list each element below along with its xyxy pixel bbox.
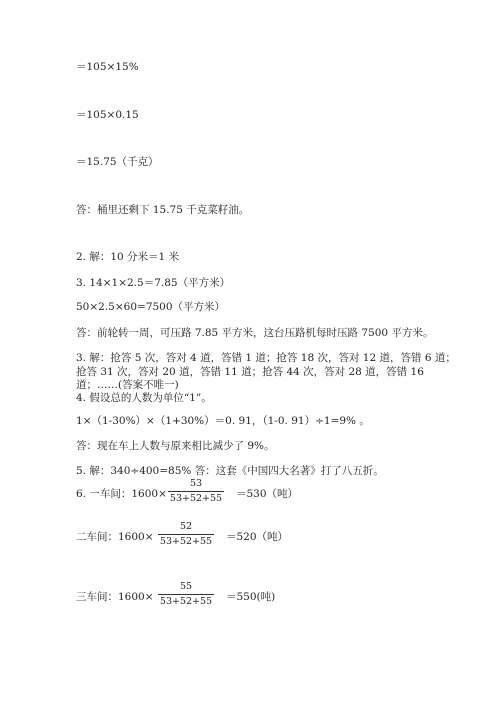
answer-line-1: 答：桶里还剩下 15.75 千克菜籽油。 [76,204,250,216]
workshop-1-prefix: 6. 一车间：1600× [76,488,167,500]
fraction-bar [158,594,214,595]
fraction-numerator: 53 [189,478,203,489]
workshop-2-prefix: 二车间：1600× [76,531,154,543]
calc-line-2: ＝105×0.15 [76,109,139,121]
problem-3-line-1: 3. 14×1×2.5＝7.85（平方米） [76,277,231,289]
workshop-1-fraction [168,478,224,505]
problem-4-line-2: 1×（1-30%）×（1+30%）＝0. 91，（1-0. 91）÷1=9% 。 [76,415,370,427]
workshop-1-result: ＝530（吨） [236,488,299,500]
problem-3b-line-2: 抢答 31 次，答对 20 道，答错 11 道；抢答 44 次，答对 28 道，答错 16 [76,366,424,378]
workshop-3-prefix: 三车间：1600× [76,591,154,603]
fraction-denominator: 53+52+55 [169,493,223,504]
fraction-bar [168,491,224,492]
fraction-bar [158,534,214,535]
problem-2-line: 2. 解：10 分米＝1 米 [76,251,180,263]
answer-line-3: 答：前轮转一周，可压路 7.85 平方米，这台压路机每时压路 7500 平方米。 [76,327,434,339]
problem-5-line: 5. 解：340÷400=85% 答：这套《中国四大名著》打了八五折。 [76,465,384,477]
workshop-2-fraction [158,521,214,548]
answer-line-4: 答：现在车上人数与原来相比减少了 9%。 [76,440,275,452]
workshop-3-fraction [158,581,214,608]
fraction-denominator: 53+52+55 [159,596,213,607]
problem-3b-line-3: 道；……(答案不唯一) [76,379,179,391]
fraction-denominator: 53+52+55 [159,536,213,547]
workshop-2-result: ＝520（吨） [226,531,289,543]
problem-4-line-1: 4. 假设总的人数为单位“1”。 [76,392,212,404]
fraction-numerator: 55 [179,581,193,592]
fraction-numerator: 52 [179,521,193,532]
calc-line-3: ＝15.75（千克） [76,156,159,168]
workshop-3-result: ＝550(吨) [226,591,276,603]
calc-line-1: ＝105×15% [76,61,139,73]
problem-3b-line-1: 3. 解：抢答 5 次，答对 4 道，答错 1 道；抢答 18 次，答对 12 道，答错 6 道； [76,352,456,364]
problem-3-line-2: 50×2.5×60=7500（平方米） [76,301,226,313]
